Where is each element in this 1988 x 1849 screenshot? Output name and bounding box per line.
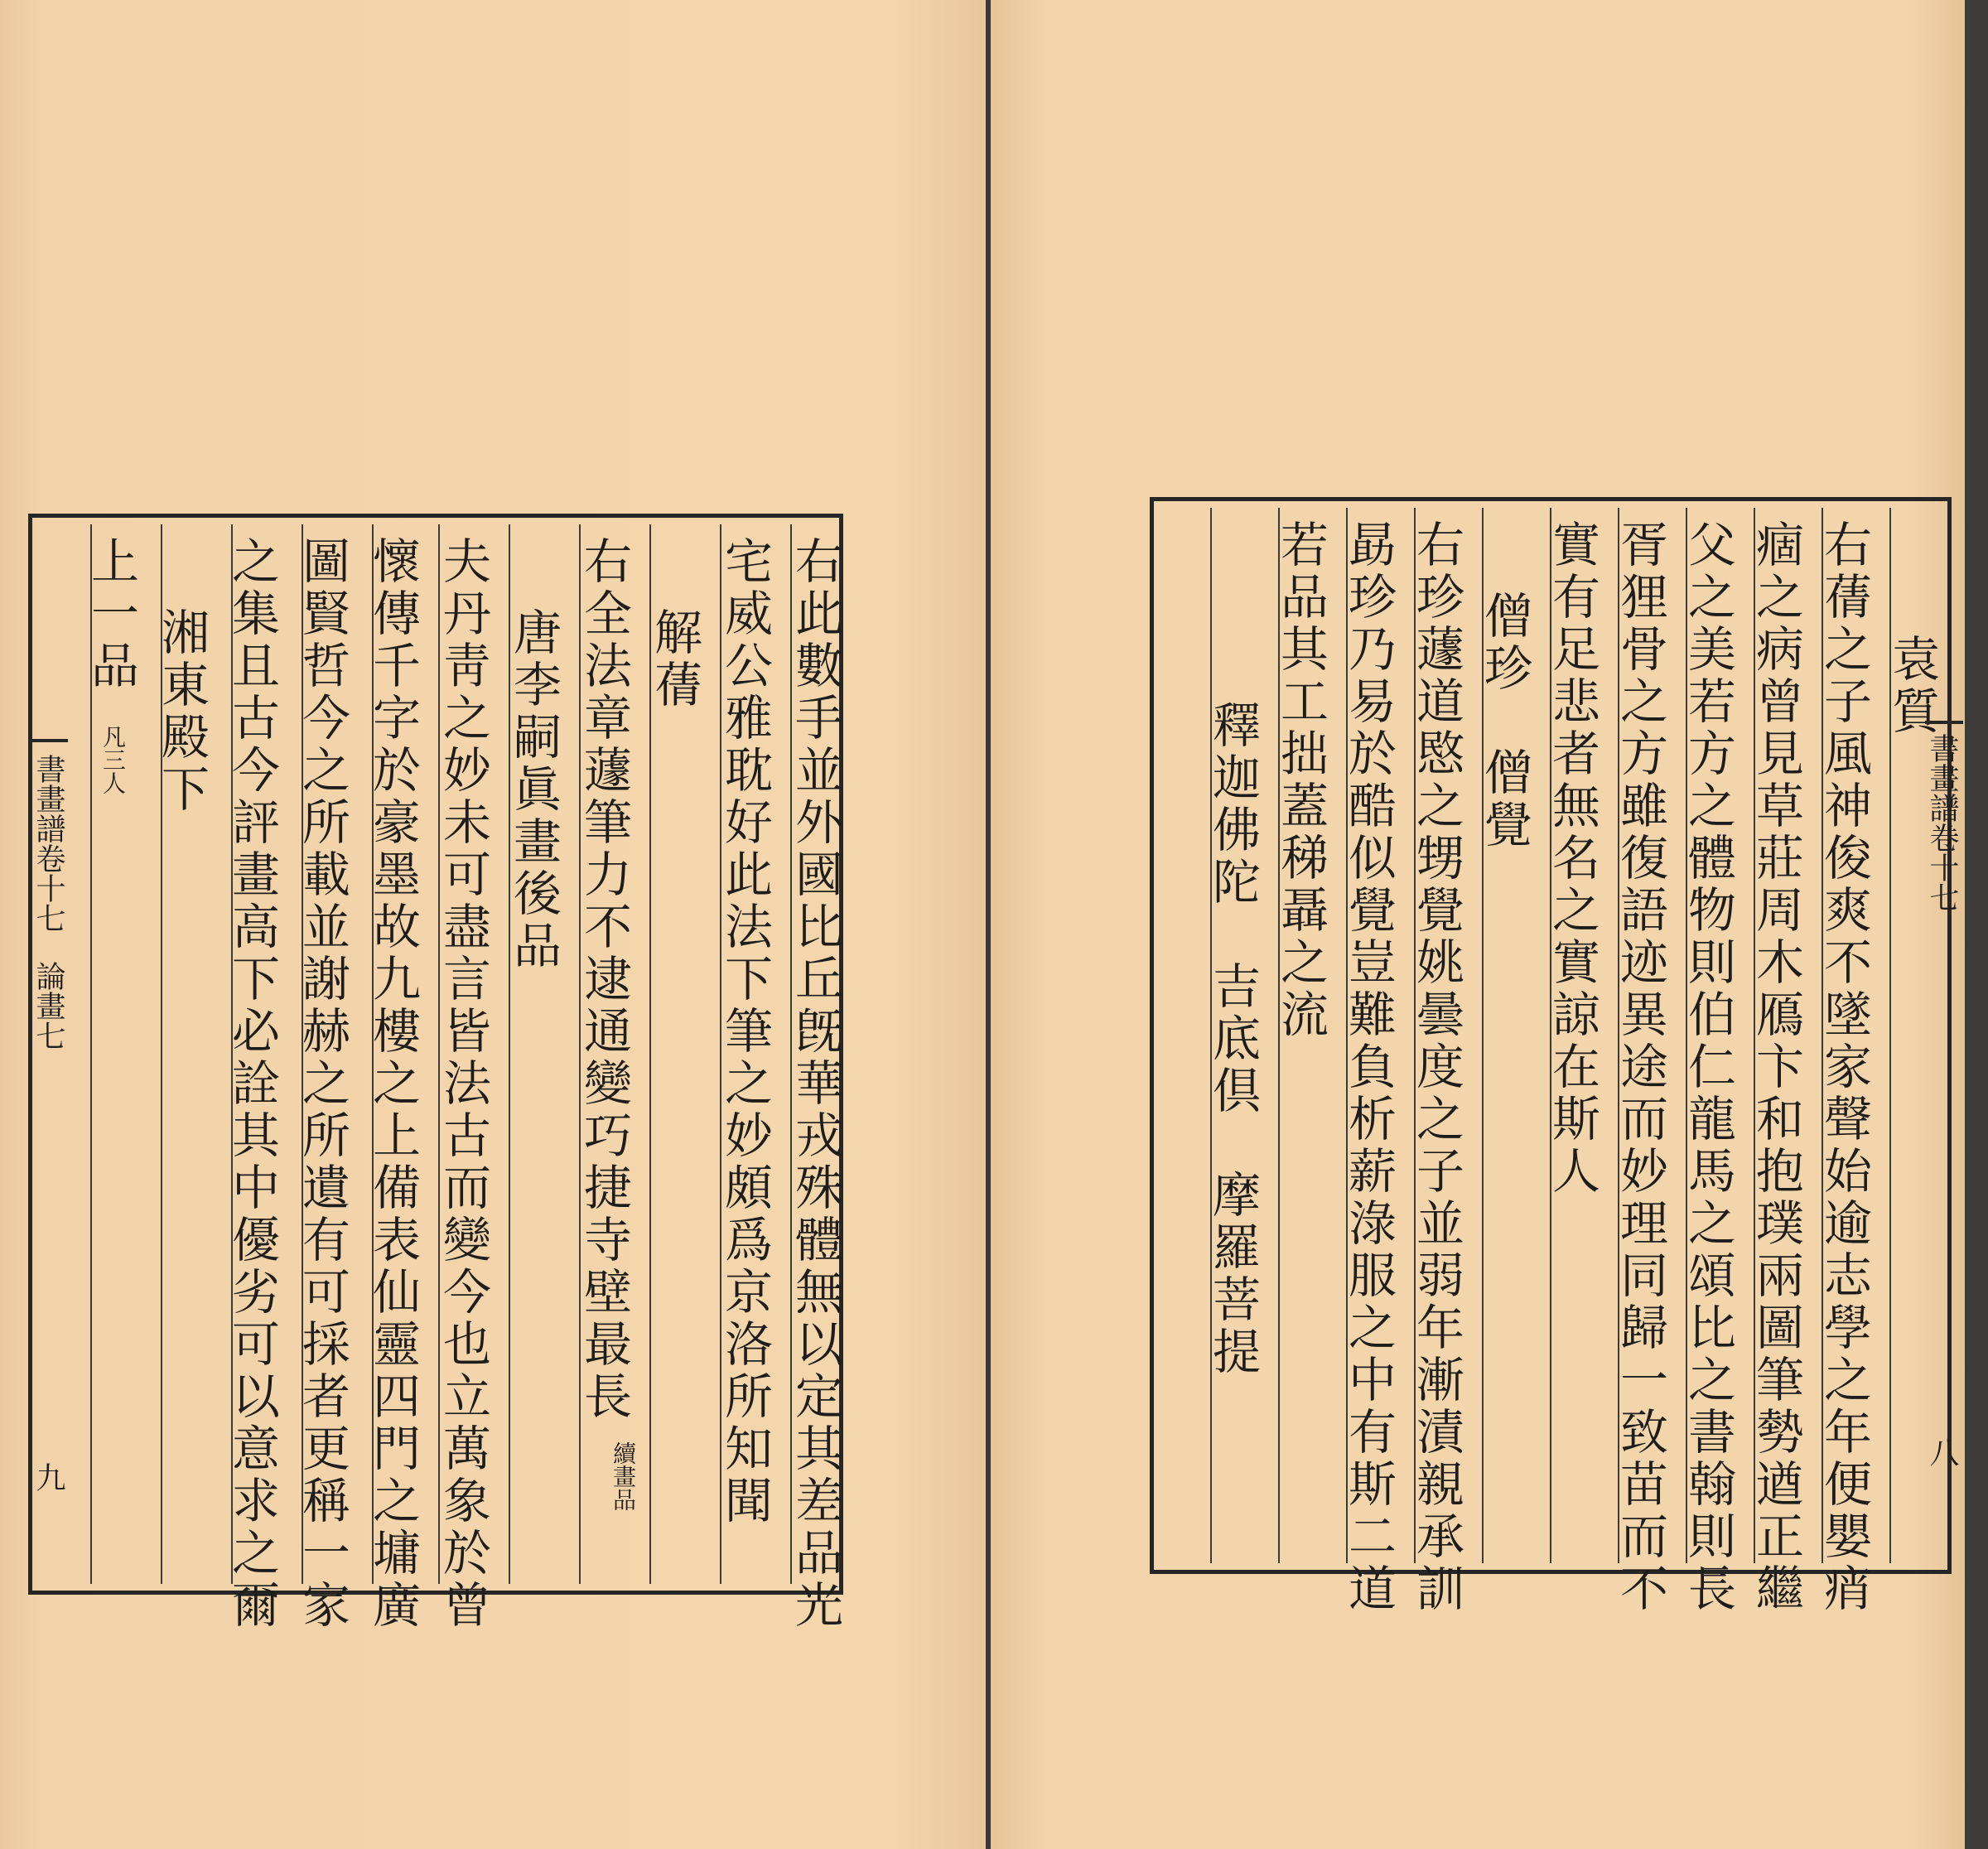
- annotation-note: 凡三人: [99, 725, 127, 794]
- text-column: 右蒨之子風神俊爽不墜家聲始逾志學之年便嬰痟: [1816, 519, 1872, 1615]
- banxin-folio: 九: [31, 1462, 65, 1492]
- right-page: [991, 0, 1966, 1849]
- text-column: 右全法章蘧筆力不逮通變巧捷寺壁最長: [576, 536, 632, 1423]
- text-column: 夫丹靑之妙未可盡言皆法古而變今也立萬象於曾: [435, 536, 491, 1632]
- text-column: 實有足悲者無名之實諒在斯人: [1544, 519, 1600, 1198]
- text-column-heading: 上一品: [83, 536, 139, 693]
- text-column: 父之美若方之體物則伯仁龍馬之頌比之書翰則長: [1680, 519, 1736, 1615]
- annotation-note: 續畫品: [610, 1441, 637, 1511]
- banxin-title: 書畫譜卷十七: [31, 754, 65, 933]
- right-text-frame: [1150, 497, 1952, 1615]
- text-column-heading: 袁質: [1884, 634, 1940, 738]
- banxin-folio: 八: [1925, 1437, 1959, 1467]
- text-column: 若品其工拙蓋稊聶之流: [1272, 519, 1329, 1041]
- text-column-heading: 解蒨: [646, 607, 702, 712]
- text-column: 胥狸骨之方雖復語迹異途而妙理同歸一致苗而不: [1612, 519, 1668, 1615]
- banxin-title: 書畫譜卷十七: [1925, 733, 1959, 912]
- fishtail-mark: [30, 739, 68, 742]
- text-column-heading: 湘東殿下: [153, 607, 210, 816]
- text-column: 勗珍乃易於酷似覺豈難負析薪淥服之中有斯二道: [1340, 519, 1397, 1615]
- text-column-heading: 僧珍 僧覺: [1476, 591, 1532, 852]
- left-page: [0, 0, 987, 1849]
- text-column: 圖賢哲今之所載並謝赫之所遺有可採者更稱一家: [294, 536, 350, 1632]
- text-column: 右珍蘧道愍之甥覺姚曇度之子並弱年漸漬親承訓: [1408, 519, 1464, 1615]
- text-column: 痼之病曾見草莊周木鴈卞和抱璞兩圖筆勢遒正繼: [1748, 519, 1804, 1615]
- text-column-heading: 釋迦佛陀 吉底倶 摩羅菩提: [1204, 700, 1261, 1378]
- text-column: 懷傳千字於豪墨故九樓之上備表仙靈四門之墉廣: [364, 536, 421, 1632]
- banxin-section: 論畫七: [31, 961, 65, 1050]
- text-column: 之集且古今評畫高下必詮其中優劣可以意求之爾: [224, 536, 280, 1632]
- text-column: 右此數手並外國比丘旣華戎殊體無以定其差品光: [787, 536, 843, 1632]
- fishtail-mark: [1925, 721, 1963, 724]
- text-column-heading: 唐李嗣眞畫後品: [505, 607, 562, 973]
- right-book-edge: [1965, 0, 1988, 1849]
- text-column: 宅威公雅耽好此法下筆之妙頗爲京洛所知聞: [717, 536, 773, 1528]
- left-text-frame: [28, 514, 843, 1632]
